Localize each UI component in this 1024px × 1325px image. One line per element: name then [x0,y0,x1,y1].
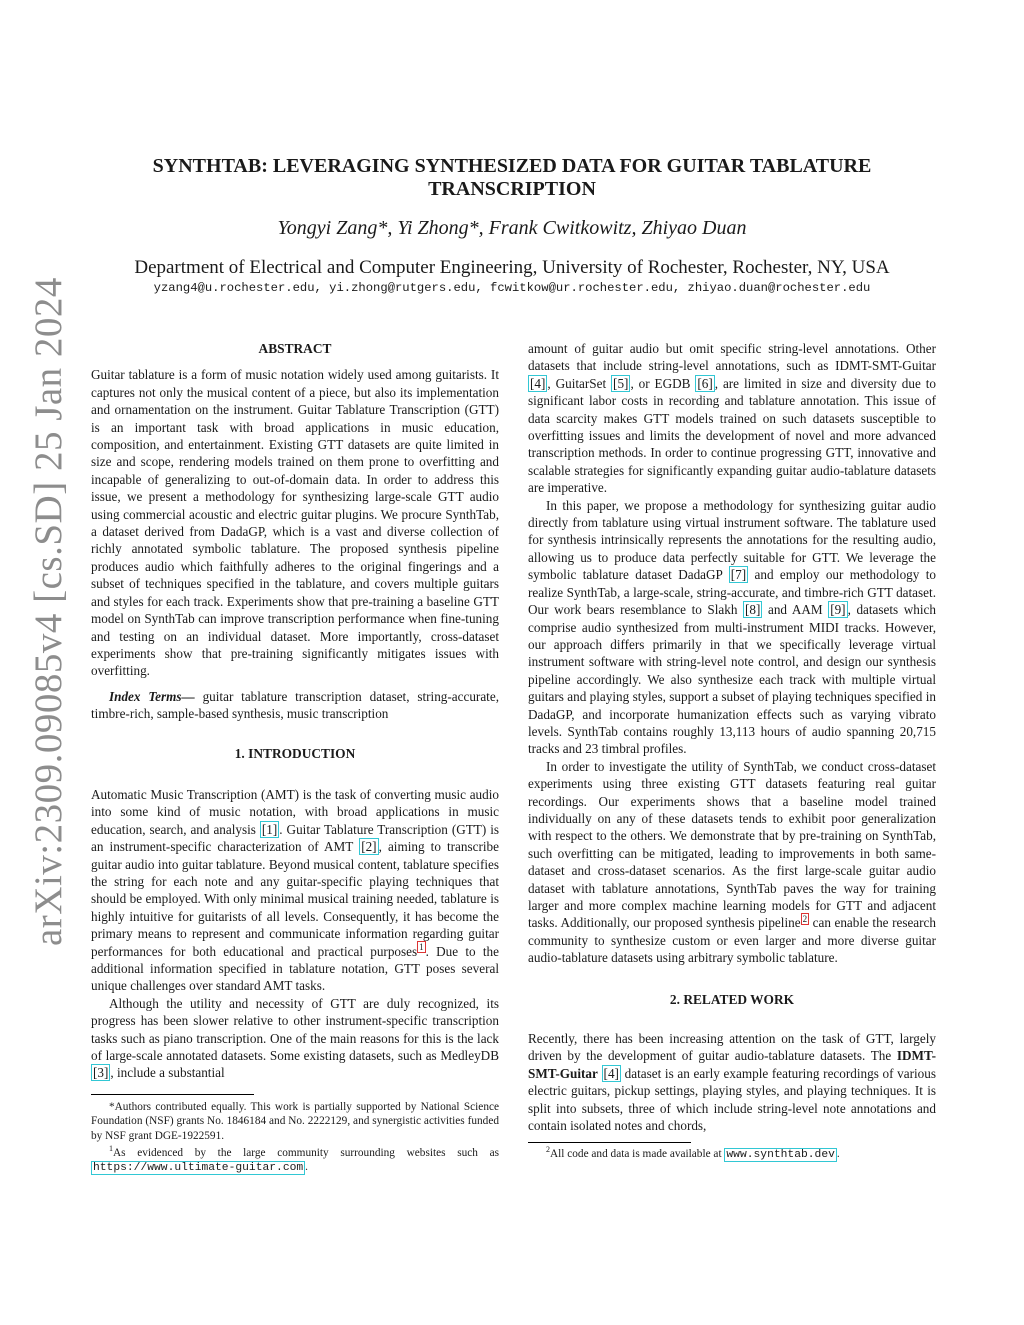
citation-link-4[interactable]: [4] [530,375,546,391]
right-paragraph-3 [528,758,936,967]
right-paragraph-2 [528,497,936,758]
title-line-2: TRANSCRIPTION [428,178,596,200]
authors: Yongyi Zang*, Yi Zhong*, Frank Cwitkowitz, Zhiyao Duan [277,217,747,239]
arxiv-stamp: arXiv:2309.09085v4 [cs.SD] 25 Jan 2024 [27,277,70,946]
related-paragraph-1 [528,1030,936,1134]
footnote-1 [91,1143,499,1176]
footnote-2-text: All code and data is made available at [550,1148,725,1161]
footnote-2 [528,1147,936,1163]
related-p1-space [598,1066,602,1081]
abstract-text: Guitar tablature is a form of music notation widely used among guitarists. It captures not only the musical content of a piece, but also its implementation and ornamentation on the instrument. Guitar Tablature Transcription (GTT) is an important task with broad applications in music education, composition, and entertainment. Existing GTT datasets are quite limited in size and scope, rendering models trained on them prone to overfitting and incapable of generalizing to out-of-domain data. In order to address this issue, we present a methodology for synthesizing large-scale GTT audio using commercial acoustic and electric guitar plugins. We procure SynthTab, a dataset derived from DadaGP, which is a vast and diverse collection of richly annotated symbolic tablature. The proposed synthesis pipeline produces audio which faithfully adheres to the original fingerings and a subset of techniques specified in the tablature, and covers multiple guitars and styles for each track. Experiments show that pre-training a baseline GTT model on SynthTab can improve transcription performance when fine-tuning and testing on an individual dataset. More importantly, cross-dataset experiments show that pre-training significantly mitigates issues with overfitting. [91,367,499,679]
footnote-1-mark: 1 [109,1143,113,1153]
intro-p2-text-a: Although the utility and necessity of GTT are duly recognized, its progress has been slower relative to other instrument-specific transcription tasks such as piano transcription. One of the main reasons for this is the lack of large-scale annotated datasets. Some existing datasets, such as MedleyDB [91,995,499,1064]
intro-p1-text-d: . Due to the additional information specified in tablature notation, GTT poses several unique challenges over standard AMT tasks. [91,943,499,994]
right-p2-text-b: and employ our methodology to realize SynthTab, a large-scale, string-accurate, and timbre-rich GTT dataset. Our work bears resemblance to Slakh [528,567,936,618]
right-p3-text-b: can enable the research community to synthesize custom or even larger and more diverse guitar audio-tablature datasets using arbitrary symbolic tablature. [528,915,937,966]
footnote-1-url[interactable]: https://www.ultimate-guitar.com [93,1162,304,1175]
intro-p1-text-b: . Guitar Tablature Transcription (GTT) is an instrument-specific characterization of AMT [91,821,500,855]
footnote-rule [91,1094,254,1095]
right-p3-text-a: In order to investigate the utility of SynthTab, we conduct cross-dataset experiments using three existing GTT datasets featuring real guitar recordings. Our experiments shows that a baseline model trained individually on any of these datasets tends to exhibit poor generalization with respect to the others. We demonstrate that by pre-training on SynthTab, such overfitting can be mitigated, leading to improvements in both same-dataset and cross-dataset scenarios. As the first large-scale guitar audio dataset with tablature annotations, SynthTab paves the way for training larger and more complex machine learning models for GTT and adjacent tasks. Additionally, our proposed synthesis pipeline [528,758,936,931]
related-p1-text-a: Recently, there has been increasing attention on the task of GTT, largely driven by the development of guitar audio-tablature datasets. The [528,1031,936,1064]
citation-link-1[interactable]: [1] [261,821,278,837]
right-p2-text-a: In this paper, we propose a methodology for synthesizing guitar audio directly from tablature using virtual instrument software. The tablature used for synthesis intrinsically represents the annotations for the resulting audio, allowing us to produce data perfectly suitable for GTT. We leverage the symbolic tablature dataset DadaGP [528,497,936,583]
right-p2-text-d: , datasets which comprise audio synthesized from multi-instrument MIDI tracks. However, our approach differs primarily in that we specifically leverage virtual instrument software with string-level note control, and design our synthesis pipeline accordingly. We also synthesize each track with multiple virtual guitars and playing styles, support a subset of playing techniques specified in DadaGP, and incorporate humanization effects such as varying vibrato levels. SynthTab contains roughly 13,113 hours of audio spanning 20,715 tracks and 23 timbral profiles. [528,602,936,757]
citation-link-4b[interactable]: [4] [603,1065,619,1081]
citation-link-2[interactable]: [2] [361,839,377,855]
intro-paragraph-1 [91,786,499,995]
affiliation: Department of Electrical and Computer Engineering, University of Rochester, Rochester, NY, USA [134,257,890,278]
dataset-name-idmt: IDMT-SMT-Guitar [528,1048,936,1081]
intro-paragraph-2 [91,995,499,1082]
footnote-star: *Authors contributed equally. This work is partially supported by National Science Foundation (NSF) grants No. 1846184 and No. 2222129, and synergistic activities funded by NSF grant DGE-1922591. [91,1100,499,1143]
right-p1-text-b: , GuitarSet [547,375,612,391]
footnote-1-end: . [305,1161,308,1174]
right-paragraph-1 [528,340,936,497]
index-terms [91,688,499,723]
citation-link-5[interactable]: [5] [613,375,629,391]
footnote-2-end: . [836,1148,840,1161]
paper-title [120,155,904,201]
index-terms-text: guitar tablature transcription dataset, string-accurate, timbre-rich, sample-based synthesis, music transcription [91,688,499,722]
footnote-link-2[interactable]: 2 [802,914,808,925]
right-p1-text-c: , or EGDB [630,375,696,391]
intro-p2-text-b: , include a substantial [110,1065,225,1081]
intro-p1-text-c: , aiming to transcribe guitar audio into guitar tablature. Beyond musical content, tablature specifies the string for each note and any guitar-specific playing techniques that should be employed. With only minimal musical training needed, tablature is highly intuitive for guitarists of all levels. Consequently, it has become the primary means to represent and communicate information regarding guitar performances for both educational and practical purposes [91,839,499,959]
right-column [528,340,936,1163]
citation-link-8[interactable]: [8] [745,602,761,618]
citation-link-9[interactable]: [9] [830,602,846,618]
footnote-2-mark: 2 [546,1145,550,1155]
right-p2-text-c: and AAM [762,602,829,618]
citation-link-6[interactable]: [6] [697,375,713,391]
right-p1-text-a: amount of guitar audio but omit specific string-level annotations. Other datasets that include string-level annotations, such as IDMT-SMT-Guitar [528,341,936,374]
title-line-1: SYNTHTAB: LEVERAGING SYNTHESIZED DATA FOR GUITAR TABLATURE [152,155,872,177]
intro-p1-text-a: Automatic Music Transcription (AMT) is the task of converting music audio into some kind of music notation, with broad applications in music education, search, and analysis [91,786,499,837]
footnote-2-url[interactable]: www.synthtab.dev [726,1149,835,1162]
related-p1-text-c: dataset is an early example featuring recordings of various electric guitars, pickup settings, playing styles, and playing techniques. It is split into subsets, three of which include string-level note annotations and contain isolated notes and chords, [528,1065,937,1134]
index-terms-label: Index Terms— [109,688,195,704]
footnote-rule-right [528,1142,691,1143]
citation-link-3[interactable]: [3] [93,1065,109,1081]
related-work-heading: 2. RELATED WORK [669,991,795,1007]
abstract-heading: ABSTRACT [258,341,332,356]
footnote-link-1[interactable]: 1 [419,942,424,953]
footnote-1-text: As evidenced by the large community surrounding websites such as [113,1146,499,1159]
emails: yzang4@u.rochester.edu, yi.zhong@rutgers.edu, fcwitkow@ur.rochester.edu, zhiyao.duan@rochester.edu [153,281,871,295]
left-column [91,340,499,1176]
right-p1-text-d: , are limited in size and diversity due to significant labor costs in recording and tablature annotation. This issue of data scarcity makes GTT models trained on such datasets susceptible to overfitting issues and limits the development of novel and more advanced transcription methods. In order to continue progressing GTT, innovative and scalable strategies for significantly expanding guitar audio-tablature datasets are imperative. [528,375,936,496]
intro-heading: 1. INTRODUCTION [234,745,356,761]
citation-link-7[interactable]: [7] [730,567,747,583]
